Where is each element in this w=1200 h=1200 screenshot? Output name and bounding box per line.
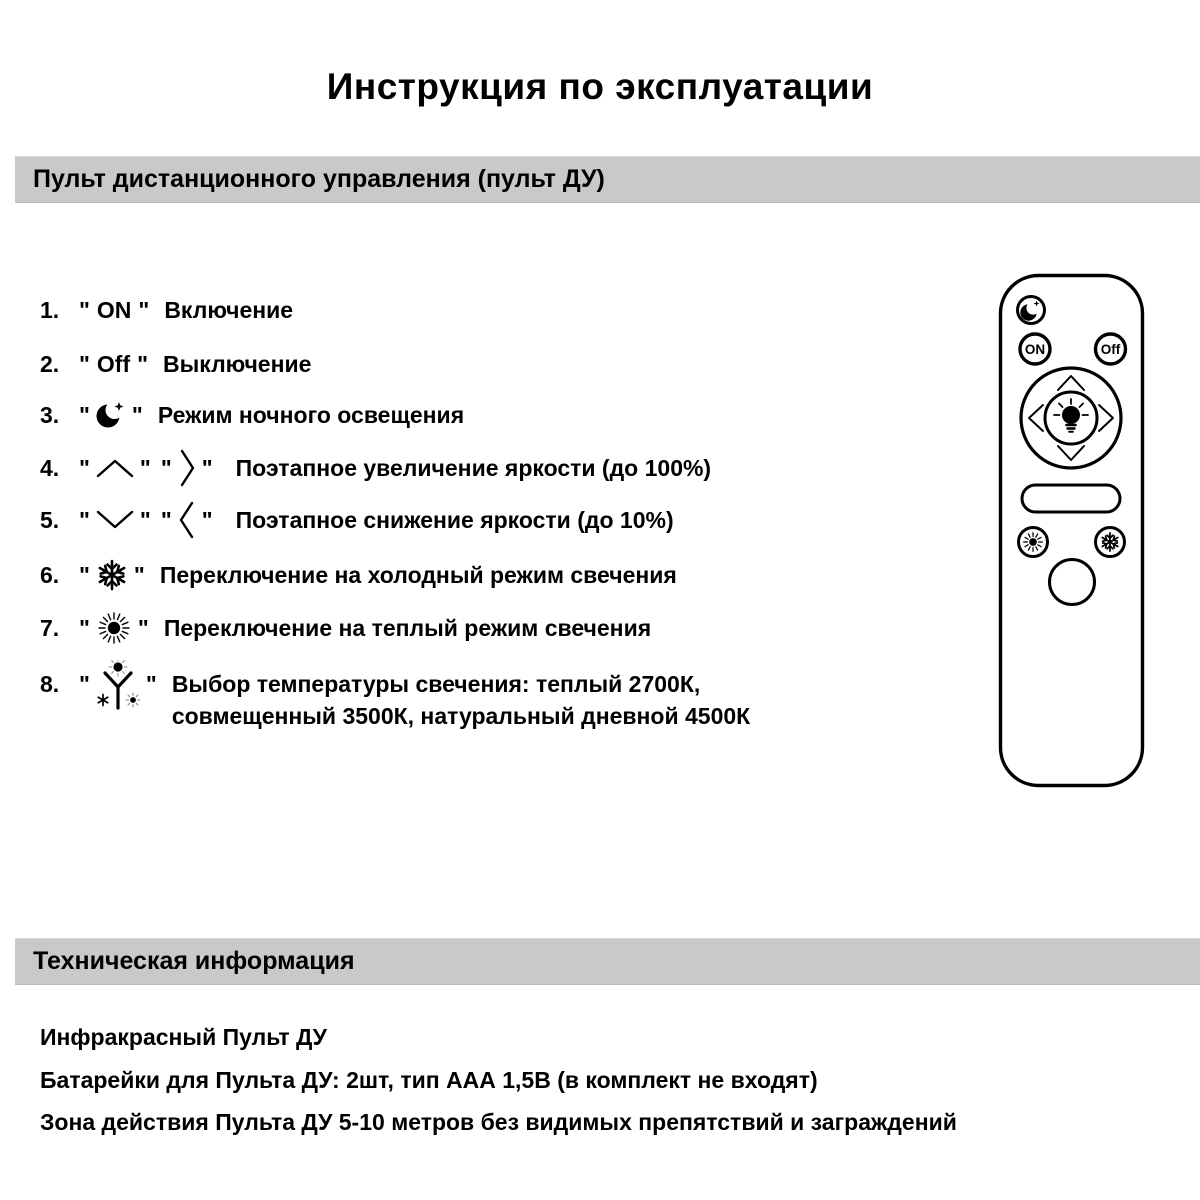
quote-mark: " (79, 296, 90, 323)
page-title: Инструкция по эксплуатации (326, 66, 874, 107)
item-description-line-2: совмещенный 3500К, натуральный дневной 4500К (171, 703, 751, 729)
remote-control-diagram (995, 272, 1147, 795)
quote-mark: " (137, 350, 149, 377)
tech-info-line-3: Зона действия Пульта ДУ 5-10 метров без видимых препятствий и заграждений (40, 1109, 957, 1135)
chevron-right-icon (177, 448, 197, 488)
temperature-select-icon (95, 660, 141, 712)
quote-mark: " (79, 454, 90, 481)
item-number: 6. (40, 561, 60, 588)
off-token: Off (96, 350, 131, 377)
list-item-on (40, 288, 293, 332)
quote-mark: " (131, 401, 143, 428)
quote-mark: " (79, 401, 90, 428)
section-header-remote (15, 156, 1200, 203)
item-description-line-1: Выбор температуры свечения: теплый 2700К, (171, 671, 701, 697)
quote-mark: " (139, 454, 151, 481)
item-number: 8. (40, 671, 60, 697)
item-description: Включение (164, 296, 294, 323)
list-item-warm-mode (40, 606, 651, 650)
quote-mark: " (79, 561, 90, 588)
item-number: 3. (40, 401, 60, 428)
chevron-up-icon (95, 457, 135, 479)
quote-mark: " (133, 561, 145, 588)
list-item-brightness-down (40, 498, 674, 542)
section-header-tech (15, 938, 1200, 985)
item-number: 5. (40, 506, 60, 533)
quote-mark: " (138, 296, 150, 323)
chevron-down-icon (95, 509, 135, 531)
list-item-night-mode (40, 393, 464, 437)
quote-mark: " (201, 454, 213, 481)
item-description: Переключение на холодный режим свечения (159, 561, 677, 588)
chevron-left-icon (177, 500, 197, 540)
quote-mark: " (139, 506, 151, 533)
quote-mark: " (79, 671, 90, 697)
list-item-brightness-up (40, 446, 711, 490)
list-item-off (40, 342, 311, 386)
svg-text:Off: Off (1100, 342, 1121, 357)
item-description (172, 668, 750, 732)
sun-icon (95, 609, 133, 647)
item-description: Поэтапное увеличение яркости (до 100%) (235, 454, 712, 481)
item-description: Поэтапное снижение яркости (до 10%) (235, 506, 674, 533)
section-header-remote-label: Пульт дистанционного управления (пульт ДУ) (33, 165, 605, 193)
quote-mark: " (201, 506, 213, 533)
moon-icon (95, 399, 127, 431)
quote-mark: " (79, 350, 90, 377)
on-token: ON (96, 296, 132, 323)
quote-mark: " (137, 614, 149, 641)
snowflake-icon (95, 558, 129, 592)
item-description: Режим ночного освещения (157, 401, 465, 428)
item-number: 7. (40, 614, 60, 641)
item-description: Переключение на теплый режим свечения (163, 614, 652, 641)
svg-text:ON: ON (1024, 342, 1046, 357)
list-item-temperature-select (40, 662, 750, 732)
item-description: Выключение (163, 350, 312, 377)
tech-info-line-1: Инфракрасный Пульт ДУ (40, 1024, 327, 1050)
list-item-cold-mode (40, 553, 677, 597)
quote-mark: " (160, 454, 172, 481)
quote-mark: " (145, 671, 157, 697)
item-number: 1. (40, 296, 60, 323)
section-header-tech-label: Техническая информация (33, 947, 355, 975)
quote-mark: " (79, 506, 90, 533)
quote-mark: " (79, 614, 90, 641)
quote-mark: " (160, 506, 172, 533)
item-number: 4. (40, 454, 60, 481)
tech-info-line-2: Батарейки для Пульта ДУ: 2шт, тип ААА 1,5В (в комплект не входят) (40, 1067, 818, 1093)
item-number: 2. (40, 350, 60, 377)
